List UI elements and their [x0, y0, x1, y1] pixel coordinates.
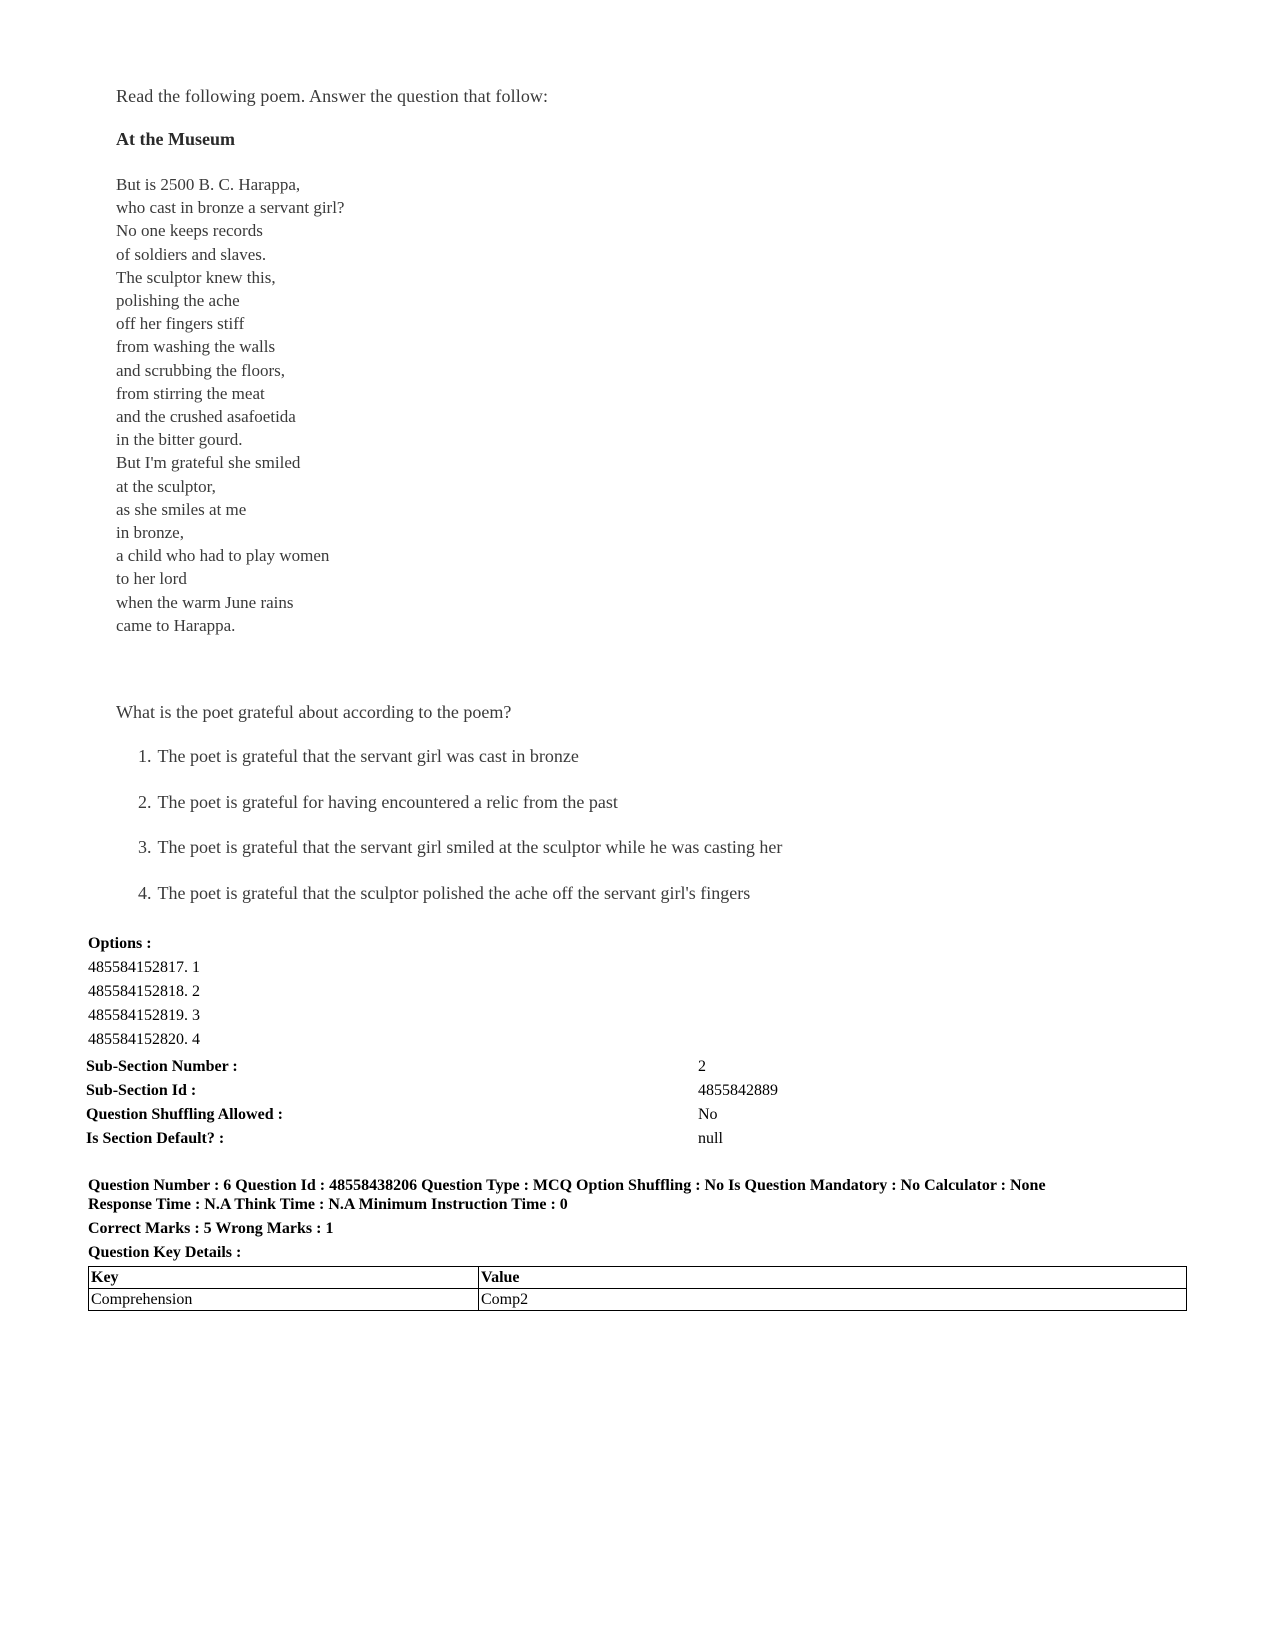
poem-line: as she smiles at me [116, 499, 247, 519]
subsection-row [86, 1130, 786, 1154]
poem-line: off her fingers stiff [116, 314, 245, 334]
options-label: Options : [88, 935, 152, 952]
question-meta-line: Response Time : N.A Think Time : N.A Minimum Instruction Time : 0 [88, 1196, 568, 1213]
poem-line: a child who had to play women [116, 546, 330, 566]
table-header-row [89, 1267, 1187, 1289]
subsection-key: Sub-Section Id : [86, 1082, 197, 1099]
table-header-key: Key [89, 1267, 479, 1289]
subsection-info [86, 1058, 786, 1154]
option-item: 485584152820. 4 [88, 1031, 200, 1048]
subsection-key: Sub-Section Number : [86, 1058, 238, 1075]
question-image [88, 72, 968, 912]
choice-number: 1. [138, 746, 152, 766]
subsection-value: 2 [698, 1058, 706, 1075]
subsection-value: 4855842889 [698, 1082, 778, 1099]
poem-line: to her lord [116, 569, 187, 589]
choice-number: 3. [138, 837, 152, 857]
choice-text: The poet is grateful that the servant girl smiled at the sculptor while he was casting her [157, 837, 783, 857]
option-item: 485584152818. 2 [88, 983, 200, 1000]
poem-line: who cast in bronze a servant girl? [116, 198, 345, 218]
poem-line: in the bitter gourd. [116, 430, 243, 450]
poem-title: At the Museum [116, 129, 235, 149]
poem-line: in bronze, [116, 523, 184, 543]
question-meta-line: Question Number : 6 Question Id : 48558438206 Question Type : MCQ Option Shuffling : No Is Question Mandatory : No Calculator : None [88, 1177, 1046, 1194]
choice-item [138, 792, 782, 838]
table-cell-value: Comp2 [479, 1289, 1187, 1311]
poem-line: from stirring the meat [116, 383, 265, 403]
poem-line: No one keeps records [116, 221, 263, 241]
poem-body [116, 173, 344, 637]
poem-line: from washing the walls [116, 337, 276, 357]
choice-text: The poet is grateful that the servant girl was cast in bronze [157, 746, 579, 766]
table-row [89, 1289, 1187, 1311]
choice-item [138, 746, 782, 792]
key-details-heading: Question Key Details : [88, 1244, 242, 1261]
poem-line: The sculptor knew this, [116, 267, 276, 287]
poem-line: when the warm June rains [116, 592, 294, 612]
poem-line: and the crushed asafoetida [116, 407, 296, 427]
poem-line: But is 2500 B. C. Harappa, [116, 175, 301, 194]
instruction-text: Read the following poem. Answer the question that follow: [116, 86, 549, 106]
marks-line: Correct Marks : 5 Wrong Marks : 1 [88, 1220, 334, 1237]
poem-line: came to Harappa. [116, 615, 236, 635]
subsection-row [86, 1058, 786, 1082]
subsection-key: Question Shuffling Allowed : [86, 1106, 283, 1123]
choice-number: 2. [138, 791, 152, 812]
option-item: 485584152817. 1 [88, 959, 200, 976]
choice-list [138, 746, 782, 928]
choice-number: 4. [138, 882, 152, 903]
poem-line: of soldiers and slaves. [116, 244, 267, 264]
subsection-value: null [698, 1130, 723, 1147]
poem-line: at the sculptor, [116, 476, 216, 496]
poem-line: But I'm grateful she smiled [116, 453, 301, 473]
subsection-row [86, 1082, 786, 1106]
key-details-table [88, 1266, 1187, 1311]
table-cell-key: Comprehension [89, 1289, 479, 1311]
choice-text: The poet is grateful that the sculptor polished the ache off the servant girl's fingers [157, 882, 751, 903]
subsection-row [86, 1106, 786, 1130]
table-header-value: Value [479, 1267, 1187, 1289]
options-block [88, 932, 200, 1052]
option-item: 485584152819. 3 [88, 1007, 200, 1024]
choice-item [138, 837, 782, 883]
subsection-key: Is Section Default? : [86, 1130, 225, 1147]
question-text: What is the poet grateful about according to the poem? [116, 702, 512, 722]
choice-text: The poet is grateful for having encountered a relic from the past [157, 791, 618, 812]
subsection-value: No [698, 1106, 718, 1123]
question-meta [88, 1176, 1188, 1262]
poem-line: polishing the ache [116, 291, 240, 311]
choice-item [138, 883, 782, 929]
poem-line: and scrubbing the floors, [116, 360, 286, 380]
